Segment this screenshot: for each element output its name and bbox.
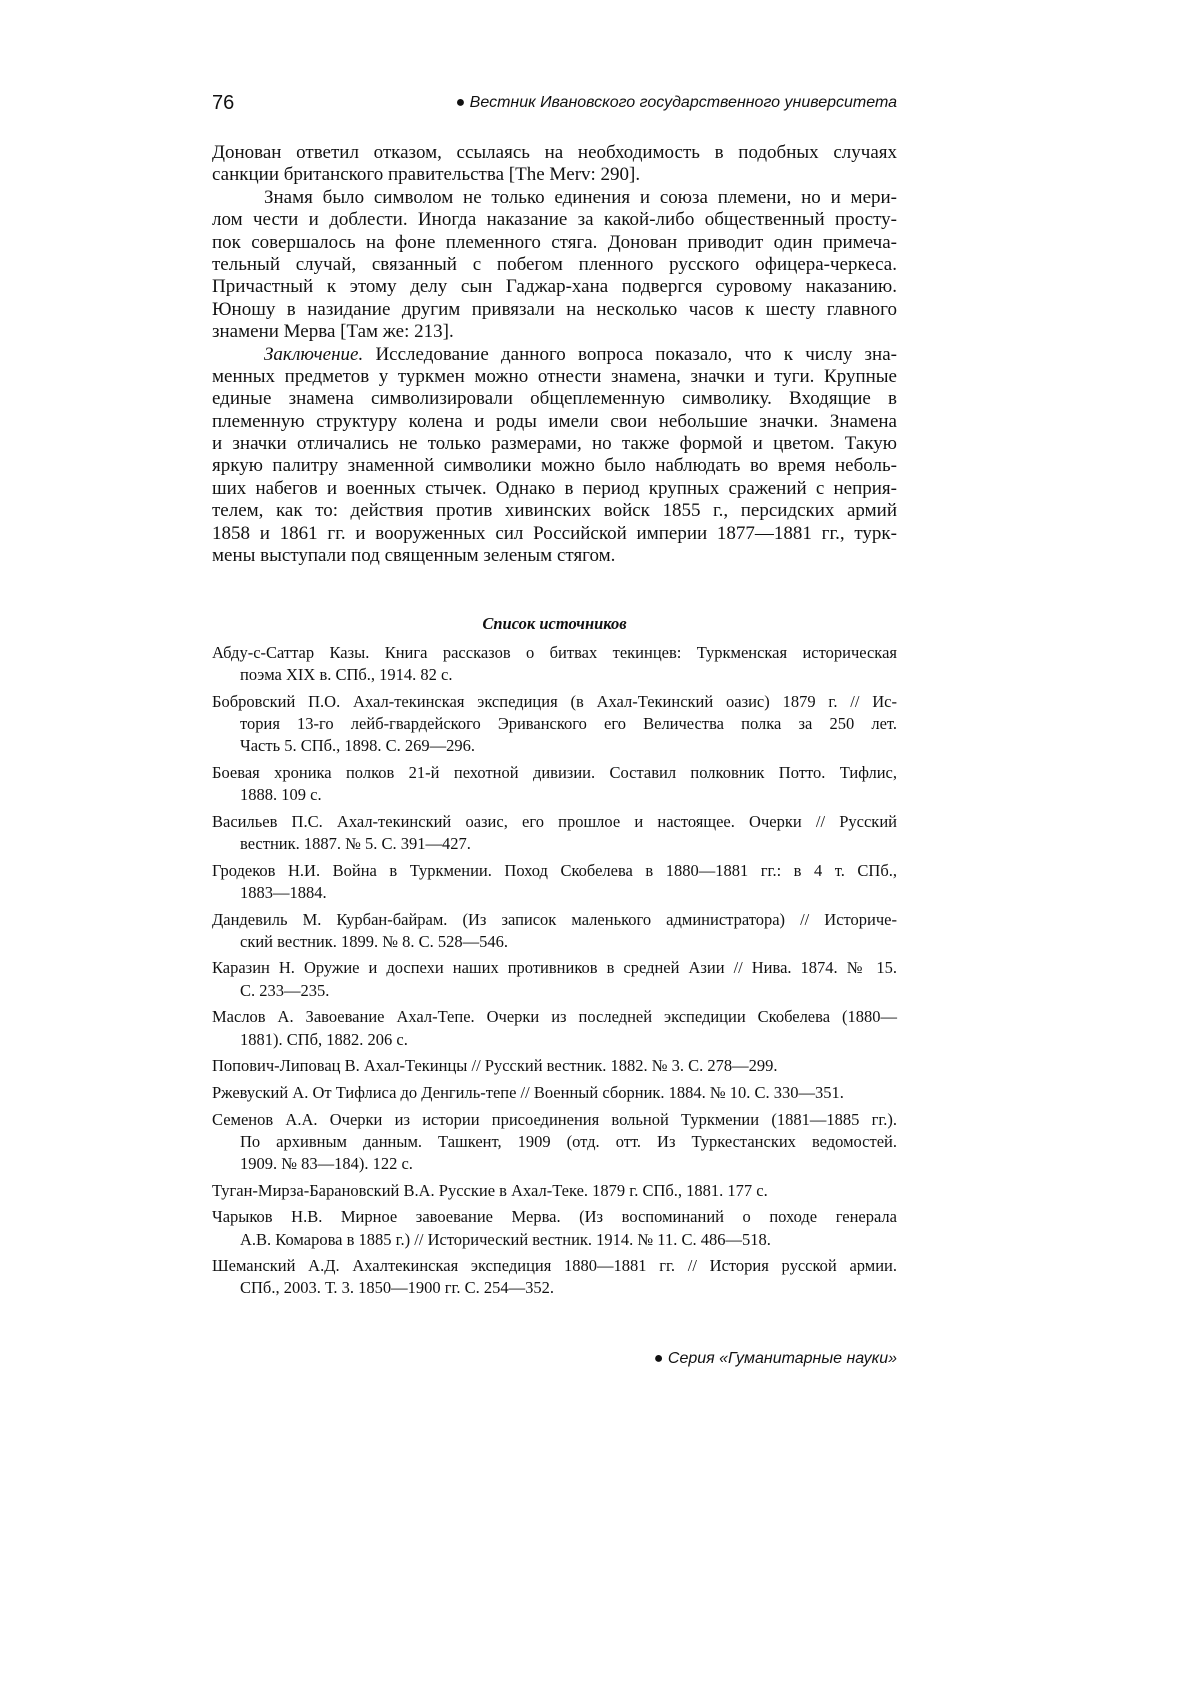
series-footer: ● Серия «Гуманитарные науки» xyxy=(654,1350,897,1368)
line-text: и значки отличались не только размерами, но также формой и цветом. Такую xyxy=(212,433,897,454)
reference-line: По архивным данным. Ташкент, 1909 (отд. отт. Из Туркестанских ведомостей. xyxy=(212,1131,897,1153)
text-line xyxy=(212,366,897,388)
line-text: знамени Мерва [Там же: 213]. xyxy=(212,321,454,342)
text-line xyxy=(212,187,897,209)
line-text: Исследование данного вопроса показало, что к числу зна- xyxy=(363,344,897,365)
line-text: Донован ответил отказом, ссылаясь на необходимость в подобных случаях xyxy=(212,142,897,163)
line-text: яркую палитру знаменной символики можно было наблюдать во время неболь- xyxy=(212,455,897,476)
reference-line: Абду-с-Саттар Казы. Книга рассказов о битвах текинцев: Туркменская историческая xyxy=(212,642,897,664)
references-list xyxy=(212,642,897,1304)
reference-line: А.В. Комарова в 1885 г.) // Исторический вестник. 1914. № 11. С. 486—518. xyxy=(212,1229,897,1251)
reference-line: Боевая хроника полков 21-й пехотной дивизии. Составил полковник Потто. Тифлис, xyxy=(212,762,897,784)
reference-line: С. 233—235. xyxy=(212,980,897,1002)
reference-line: ский вестник. 1899. № 8. С. 528—546. xyxy=(212,931,897,953)
reference-item xyxy=(212,1006,897,1050)
line-text: тельный случай, связанный с побегом пленного русского офицера-черкеса. xyxy=(212,254,897,275)
references-heading: Список источников xyxy=(212,614,897,634)
reference-line: Попович-Липовац В. Ахал-Текинцы // Русский вестник. 1882. № 3. С. 278—299. xyxy=(212,1055,897,1077)
reference-line: Васильев П.С. Ахал-текинский оазис, его прошлое и настоящее. Очерки // Русский xyxy=(212,811,897,833)
running-header xyxy=(212,92,897,122)
reference-line: Туган-Мирза-Барановский В.А. Русские в Ахал-Теке. 1879 г. СПб., 1881. 177 с. xyxy=(212,1180,897,1202)
text-line xyxy=(212,142,897,164)
reference-item xyxy=(212,1082,897,1104)
text-line xyxy=(212,276,897,298)
text-line xyxy=(212,455,897,477)
line-text: телем, как то: действия против хивинских войск 1855 г., персидских армий xyxy=(212,500,897,521)
text-line xyxy=(212,523,897,545)
reference-line: Шеманский А.Д. Ахалтекинская экспедиция 1880—1881 гг. // История русской армии. xyxy=(212,1255,897,1277)
line-text: пок совершалось на фоне племенного стяга. Донован приводит один примеча- xyxy=(212,232,897,253)
line-text: племенную структуру колена и роды имели свои небольшие значки. Знамена xyxy=(212,411,897,432)
text-line xyxy=(212,299,897,321)
reference-item xyxy=(212,642,897,686)
line-text: мены выступали под священным зеленым стягом. xyxy=(212,545,615,566)
line-text: ших набегов и военных стычек. Однако в период крупных сражений с неприя- xyxy=(212,478,897,499)
line-text: Причастный к этому делу сын Гаджар-хана подвергся суровому наказанию. xyxy=(212,276,897,297)
paragraph xyxy=(212,187,897,344)
reference-line: Чарыков Н.В. Мирное завоевание Мерва. (Из воспоминаний о походе генерала xyxy=(212,1206,897,1228)
reference-line: 1888. 109 с. xyxy=(212,784,897,806)
reference-item xyxy=(212,811,897,855)
reference-line: СПб., 2003. Т. 3. 1850—1900 гг. С. 254—352. xyxy=(212,1277,897,1299)
reference-item xyxy=(212,1255,897,1299)
text-line xyxy=(212,321,897,343)
line-text: лом чести и доблести. Иногда наказание за какой-либо общественный просту- xyxy=(212,209,897,230)
reference-line: поэма XIX в. СПб., 1914. 82 с. xyxy=(212,664,897,686)
text-line xyxy=(212,500,897,522)
text-line xyxy=(212,254,897,276)
reference-line: вестник. 1887. № 5. С. 391—427. xyxy=(212,833,897,855)
reference-item xyxy=(212,1055,897,1077)
reference-item xyxy=(212,1109,897,1176)
text-line xyxy=(212,478,897,500)
reference-item xyxy=(212,860,897,904)
reference-line: Каразин Н. Оружие и доспехи наших противников в средней Азии // Нива. 1874. № 15. xyxy=(212,957,897,979)
reference-line: Семенов А.А. Очерки из истории присоединения вольной Туркмении (1881—1885 гг.). xyxy=(212,1109,897,1131)
text-line xyxy=(212,433,897,455)
text-line xyxy=(212,411,897,433)
text-line xyxy=(212,344,897,366)
text-line xyxy=(212,388,897,410)
line-text: санкции британского правительства [The Merv: 290]. xyxy=(212,164,640,185)
line-text: 1858 и 1861 гг. и вооруженных сил Российской империи 1877—1881 гг., турк- xyxy=(212,523,897,544)
reference-line: Ржевуский А. От Тифлиса до Денгиль-тепе // Военный сборник. 1884. № 10. С. 330—351. xyxy=(212,1082,897,1104)
line-text: единые знамена символизировали общеплеменную символику. Входящие в xyxy=(212,388,897,409)
reference-line: 1883—1884. xyxy=(212,882,897,904)
paragraph xyxy=(212,344,897,568)
line-text: менных предметов у туркмен можно отнести знамена, значки и туги. Крупные xyxy=(212,366,897,387)
reference-item xyxy=(212,909,897,953)
reference-line: Дандевиль М. Курбан-байрам. (Из записок маленького администратора) // Историче- xyxy=(212,909,897,931)
reference-line: 1909. № 83—184). 122 с. xyxy=(212,1153,897,1175)
article-body xyxy=(212,142,897,567)
reference-item xyxy=(212,957,897,1001)
journal-title: ● Вестник Ивановского государственного университета xyxy=(456,94,897,112)
reference-item xyxy=(212,1180,897,1202)
reference-item xyxy=(212,1206,897,1250)
text-line xyxy=(212,164,897,186)
text-line xyxy=(212,545,897,567)
reference-line: Гродеков Н.И. Война в Туркмении. Поход Скобелева в 1880—1881 гг.: в 4 т. СПб., xyxy=(212,860,897,882)
reference-line: 1881). СПб, 1882. 206 с. xyxy=(212,1029,897,1051)
reference-line: Маслов А. Завоевание Ахал-Тепе. Очерки из последней экспедиции Скобелева (1880— xyxy=(212,1006,897,1028)
page-number: 76 xyxy=(212,92,234,115)
reference-item xyxy=(212,762,897,806)
paragraph xyxy=(212,142,897,187)
reference-line: Часть 5. СПб., 1898. С. 269—296. xyxy=(212,735,897,757)
text-line xyxy=(212,232,897,254)
reference-line: Бобровский П.О. Ахал-текинская экспедиция (в Ахал-Текинский оазис) 1879 г. // Ис- xyxy=(212,691,897,713)
line-text: Юношу в назидание другим привязали на несколько часов к шесту главного xyxy=(212,299,897,320)
line-text: Знамя было символом не только единения и союза племени, но и мери- xyxy=(264,187,897,208)
italic-lead: Заключение. xyxy=(264,344,363,365)
text-line xyxy=(212,209,897,231)
reference-line: тория 13-го лейб-гвардейского Эриванского его Величества полка за 250 лет. xyxy=(212,713,897,735)
reference-item xyxy=(212,691,897,758)
